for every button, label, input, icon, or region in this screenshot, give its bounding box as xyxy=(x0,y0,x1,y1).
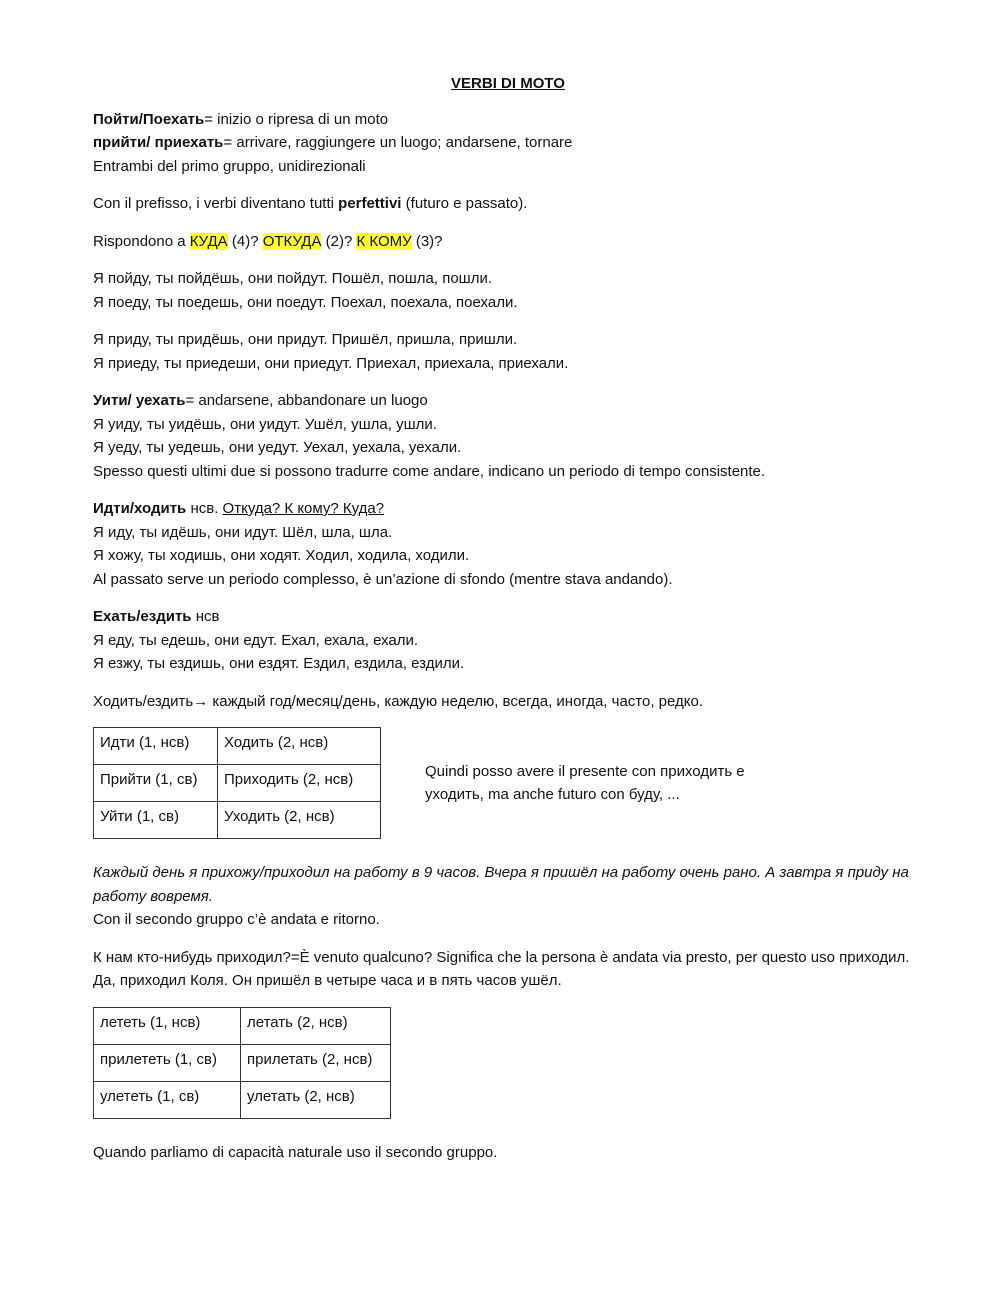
table-row xyxy=(94,802,381,839)
text: (4)? xyxy=(227,232,263,250)
term: прийти/ приехать xyxy=(93,134,224,151)
italic-example: Каждый день я прихожу/приходил на работу в 9 часов. Вчера я пришёл на работу очень рано. А завтра я приду на работу вовремя. xyxy=(93,864,909,905)
highlight-kuda: КУДА xyxy=(189,232,228,250)
line: Quindi posso avere il presente con приходить e xyxy=(425,762,745,780)
term: Пойти/Поехать xyxy=(93,110,205,128)
line: Entrambi del primo gruppo, unidirezionali xyxy=(93,157,366,175)
block-capacita xyxy=(93,1141,923,1165)
table-cell: прилетать (2, нсв) xyxy=(241,1044,391,1081)
block-ekhat xyxy=(93,605,923,676)
table-row xyxy=(94,728,381,765)
definition: = andarsene, abbandonare un luogo xyxy=(185,392,428,409)
block-conj-priyti xyxy=(93,328,923,375)
highlight-otkuda: ОТКУДА xyxy=(262,232,322,250)
line: Con il secondo gruppo c’è andata e ritorno. xyxy=(93,911,380,928)
table-cell: Приходить (2, нсв) xyxy=(218,765,381,802)
block-kto-nibud xyxy=(93,946,923,993)
block-conj-poyti xyxy=(93,267,923,314)
line: Al passato serve un periodo complesso, è un’azione di sfondo (mentre stava andando). xyxy=(93,570,673,588)
table-cell: лететь (1, нсв) xyxy=(94,1007,241,1044)
block-idti xyxy=(93,497,923,591)
table-row-section-1 xyxy=(93,727,923,839)
side-note xyxy=(425,760,745,807)
line xyxy=(93,497,923,521)
table-row xyxy=(94,1007,391,1044)
line: уходить, ma anche futuro con буду, ... xyxy=(425,786,680,803)
line xyxy=(93,230,923,254)
line: Я еду, ты едешь, они едут. Ехал, ехала, ехали. xyxy=(93,631,419,649)
line xyxy=(93,108,923,132)
text: (futuro e passato). xyxy=(401,195,528,212)
verbs-table-2 xyxy=(93,1007,391,1119)
term: Уити/ уехать xyxy=(93,392,186,409)
block-khodit xyxy=(93,690,923,714)
line xyxy=(93,389,923,413)
term: Идти/ходить xyxy=(93,500,187,517)
table-cell: Прийти (1, св) xyxy=(94,765,218,802)
line: Я уеду, ты уедешь, они уедут. Уехал, уехала, уехали. xyxy=(93,439,462,456)
line: Я пойду, ты пойдёшь, они пойдут. Пошёл, пошла, пошли. xyxy=(93,270,492,287)
text: Con il prefisso, i verbi diventano tutti xyxy=(93,195,339,212)
table-row xyxy=(94,1044,391,1081)
line xyxy=(93,131,923,155)
line: Ходить/ездить→ каждый год/месяц/день, каждую неделю, всегда, иногда, часто, редко. xyxy=(93,692,704,710)
table-row-section-2 xyxy=(93,1007,923,1119)
line: Quando parliamo di capacità naturale uso il secondo gruppo. xyxy=(93,1143,498,1161)
block-rispondono xyxy=(93,230,923,254)
verbs-table-1 xyxy=(93,727,381,839)
line: Spesso questi ultimi due si possono tradurre come andare, indicano un periodo di tempo consistente. xyxy=(93,462,766,480)
line: Я иду, ты идёшь, они идут. Шёл, шла, шла. xyxy=(93,523,393,541)
page-title: VERBI DI MOTO xyxy=(451,75,565,92)
table-cell: летать (2, нсв) xyxy=(241,1007,391,1044)
line: Да, приходил Коля. Он пришёл в четыре часа и в пять часов ушёл. xyxy=(93,972,562,989)
line: Я хожу, ты ходишь, они ходят. Ходил, ходила, ходили. xyxy=(93,547,470,564)
highlight-k-komu: К КОМУ xyxy=(356,232,412,250)
line: Я поеду, ты поедешь, они поедут. Поехал, поехала, поехали. xyxy=(93,293,518,311)
table-row xyxy=(94,1081,391,1118)
block-poyti xyxy=(93,108,923,179)
block-example xyxy=(93,861,923,932)
block-uyti xyxy=(93,389,923,483)
text: нсв. xyxy=(186,500,223,517)
line: К нам кто-нибудь приходил?=È venuto qualcuno? Significa che la persona è andata via presto, per questo uso приходил. xyxy=(93,948,910,966)
table-cell: Уйти (1, св) xyxy=(94,802,218,839)
text: (3)? xyxy=(411,232,443,250)
table-cell: прилететь (1, св) xyxy=(94,1044,241,1081)
table-cell: улететь (1, св) xyxy=(94,1081,241,1118)
text: нсв xyxy=(191,608,220,625)
table-cell: Идти (1, нсв) xyxy=(94,728,218,765)
line xyxy=(93,605,923,629)
table-cell: Ходить (2, нсв) xyxy=(218,728,381,765)
line xyxy=(93,192,923,216)
table-row xyxy=(94,765,381,802)
line: Я езжу, ты ездишь, они ездят. Ездил, ездила, ездили. xyxy=(93,655,465,672)
line: Я приеду, ты приедеши, они приедут. Приехал, приехала, приехали. xyxy=(93,354,569,372)
text: Rispondono a xyxy=(93,232,190,250)
term: Ехать/ездить xyxy=(93,608,192,625)
table-cell: улетать (2, нсв) xyxy=(241,1081,391,1118)
table-cell: Уходить (2, нсв) xyxy=(218,802,381,839)
block-prefisso xyxy=(93,192,923,216)
document-page xyxy=(93,68,923,1178)
line: Я приду, ты придёшь, они придут. Пришёл, пришла, пришли. xyxy=(93,331,518,348)
definition: = inizio o ripresa di un moto xyxy=(204,110,389,128)
bold-term: perfettivi xyxy=(338,195,402,212)
underlined-questions: Откуда? К кому? Куда? xyxy=(222,500,385,517)
line: Я уиду, ты уидёшь, они уидут. Ушёл, ушла, ушли. xyxy=(93,415,437,433)
definition: = arrivare, raggiungere un luogo; andarsene, tornare xyxy=(223,134,573,151)
text: (2)? xyxy=(321,232,357,250)
